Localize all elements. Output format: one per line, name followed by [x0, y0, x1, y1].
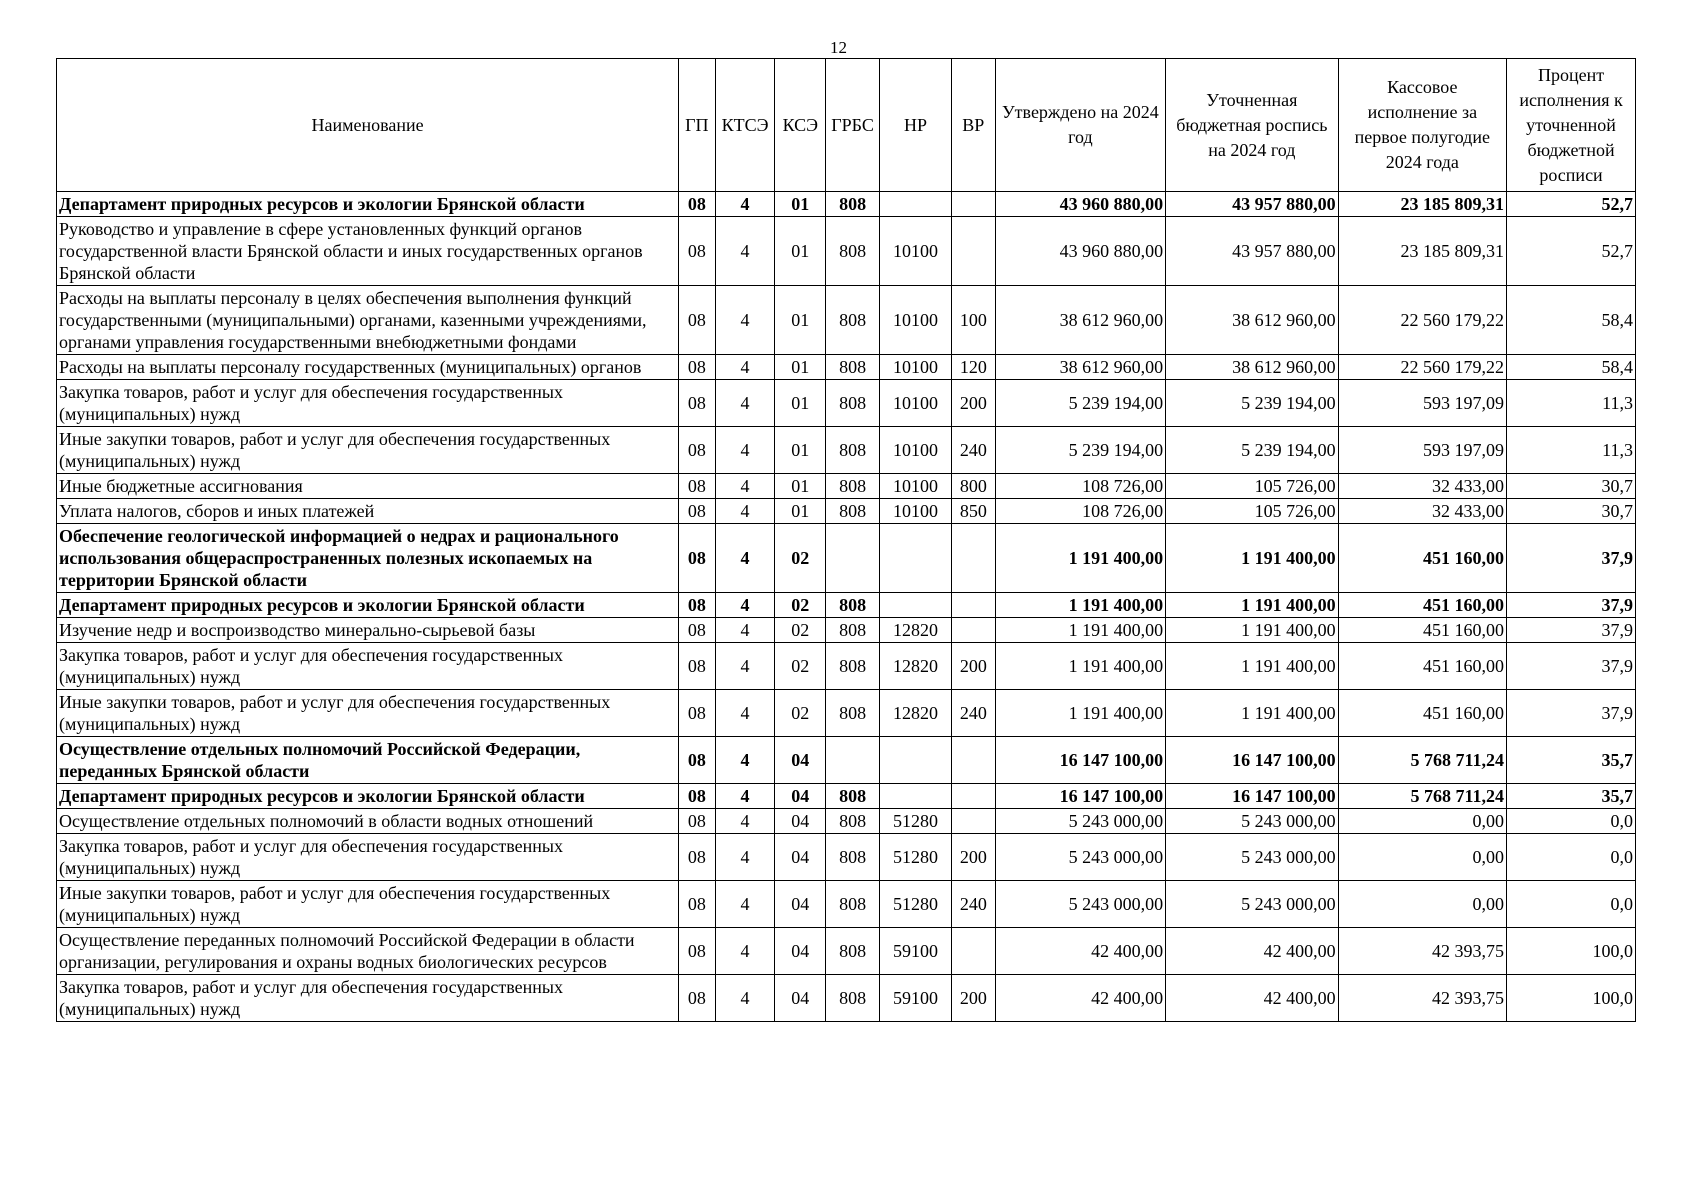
cell-grbs: 808: [826, 217, 880, 286]
cell-percent: 100,0: [1507, 975, 1636, 1022]
cell-vr: 240: [952, 881, 996, 928]
table-row: [57, 690, 1636, 737]
cell-percent: 37,9: [1507, 643, 1636, 690]
cell-vr: [952, 593, 996, 618]
cell-gp: 08: [679, 834, 716, 881]
cell-cash: 451 160,00: [1338, 618, 1506, 643]
cell-name: Закупка товаров, работ и услуг для обеспечения государственных (муниципальных) нужд: [57, 975, 679, 1022]
cell-nr: 10100: [879, 217, 951, 286]
cell-name: Расходы на выплаты персоналу в целях обеспечения выполнения функций государственными (муниципальными) органами, казенными учреждениями, органами управления государственными внебюджетными фондами: [57, 286, 679, 355]
cell-kse: 01: [775, 499, 826, 524]
cell-refined: 1 191 400,00: [1166, 524, 1339, 593]
cell-percent: 37,9: [1507, 690, 1636, 737]
cell-approved: 1 191 400,00: [995, 524, 1165, 593]
cell-approved: 108 726,00: [995, 474, 1165, 499]
cell-vr: 200: [952, 975, 996, 1022]
cell-gp: 08: [679, 524, 716, 593]
cell-ktse: 4: [715, 593, 775, 618]
header-gp: ГП: [679, 59, 716, 192]
header-nr: НР: [879, 59, 951, 192]
cell-refined: 42 400,00: [1166, 928, 1339, 975]
cell-name: Закупка товаров, работ и услуг для обеспечения государственных (муниципальных) нужд: [57, 643, 679, 690]
table-row: [57, 380, 1636, 427]
cell-kse: 02: [775, 690, 826, 737]
cell-refined: 5 239 194,00: [1166, 427, 1339, 474]
cell-percent: 0,0: [1507, 809, 1636, 834]
cell-nr: 10100: [879, 286, 951, 355]
header-grbs: ГРБС: [826, 59, 880, 192]
cell-grbs: 808: [826, 643, 880, 690]
cell-ktse: 4: [715, 499, 775, 524]
cell-nr: 59100: [879, 975, 951, 1022]
table-row: [57, 784, 1636, 809]
cell-kse: 04: [775, 834, 826, 881]
cell-grbs: 808: [826, 427, 880, 474]
table-row: [57, 355, 1636, 380]
cell-refined: 1 191 400,00: [1166, 690, 1339, 737]
budget-table: [56, 58, 1636, 1022]
cell-ktse: 4: [715, 524, 775, 593]
cell-grbs: 808: [826, 593, 880, 618]
cell-nr: 10100: [879, 380, 951, 427]
table-row: [57, 834, 1636, 881]
table-row: [57, 192, 1636, 217]
cell-cash: 0,00: [1338, 834, 1506, 881]
header-name: Наименование: [57, 59, 679, 192]
cell-approved: 5 243 000,00: [995, 834, 1165, 881]
cell-cash: 0,00: [1338, 881, 1506, 928]
cell-cash: 5 768 711,24: [1338, 737, 1506, 784]
cell-kse: 01: [775, 192, 826, 217]
cell-name: Осуществление отдельных полномочий Российской Федерации, переданных Брянской области: [57, 737, 679, 784]
cell-vr: 800: [952, 474, 996, 499]
cell-ktse: 4: [715, 618, 775, 643]
cell-kse: 02: [775, 524, 826, 593]
cell-grbs: 808: [826, 881, 880, 928]
cell-grbs: 808: [826, 355, 880, 380]
cell-nr: [879, 737, 951, 784]
cell-name: Иные бюджетные ассигнования: [57, 474, 679, 499]
table-row: [57, 737, 1636, 784]
cell-grbs: 808: [826, 380, 880, 427]
cell-ktse: 4: [715, 380, 775, 427]
cell-approved: 5 243 000,00: [995, 881, 1165, 928]
table-row: [57, 881, 1636, 928]
cell-percent: 100,0: [1507, 928, 1636, 975]
cell-gp: 08: [679, 975, 716, 1022]
cell-name: Закупка товаров, работ и услуг для обеспечения государственных (муниципальных) нужд: [57, 834, 679, 881]
cell-approved: 16 147 100,00: [995, 737, 1165, 784]
cell-refined: 43 957 880,00: [1166, 217, 1339, 286]
cell-nr: 10100: [879, 499, 951, 524]
cell-approved: 1 191 400,00: [995, 643, 1165, 690]
cell-cash: 23 185 809,31: [1338, 217, 1506, 286]
cell-kse: 04: [775, 737, 826, 784]
cell-nr: [879, 524, 951, 593]
cell-ktse: 4: [715, 834, 775, 881]
header-refined: Уточненная бюджетная роспись на 2024 год: [1166, 59, 1339, 192]
cell-percent: 35,7: [1507, 737, 1636, 784]
cell-kse: 01: [775, 474, 826, 499]
cell-vr: 100: [952, 286, 996, 355]
header-cash: Кассовое исполнение за первое полугодие 2024 года: [1338, 59, 1506, 192]
table-row: [57, 928, 1636, 975]
cell-name: Осуществление переданных полномочий Российской Федерации в области организации, регулирования и охраны водных биологических ресурсов: [57, 928, 679, 975]
cell-refined: 5 243 000,00: [1166, 809, 1339, 834]
table-row: [57, 474, 1636, 499]
cell-percent: 58,4: [1507, 355, 1636, 380]
table-row: [57, 427, 1636, 474]
cell-nr: [879, 784, 951, 809]
cell-percent: 52,7: [1507, 217, 1636, 286]
cell-nr: 10100: [879, 355, 951, 380]
cell-nr: 51280: [879, 834, 951, 881]
cell-nr: 10100: [879, 427, 951, 474]
cell-nr: 12820: [879, 618, 951, 643]
cell-percent: 58,4: [1507, 286, 1636, 355]
cell-kse: 02: [775, 618, 826, 643]
cell-kse: 04: [775, 881, 826, 928]
cell-refined: 5 243 000,00: [1166, 834, 1339, 881]
cell-vr: 200: [952, 834, 996, 881]
cell-ktse: 4: [715, 217, 775, 286]
cell-nr: 51280: [879, 881, 951, 928]
cell-percent: 37,9: [1507, 593, 1636, 618]
cell-gp: 08: [679, 928, 716, 975]
cell-cash: 23 185 809,31: [1338, 192, 1506, 217]
cell-vr: [952, 618, 996, 643]
cell-approved: 5 239 194,00: [995, 427, 1165, 474]
cell-vr: 240: [952, 427, 996, 474]
cell-gp: 08: [679, 618, 716, 643]
cell-cash: 593 197,09: [1338, 380, 1506, 427]
cell-name: Департамент природных ресурсов и экологии Брянской области: [57, 593, 679, 618]
cell-kse: 04: [775, 809, 826, 834]
cell-vr: [952, 524, 996, 593]
cell-ktse: 4: [715, 690, 775, 737]
cell-kse: 01: [775, 217, 826, 286]
cell-cash: 22 560 179,22: [1338, 355, 1506, 380]
cell-vr: [952, 809, 996, 834]
cell-refined: 1 191 400,00: [1166, 618, 1339, 643]
cell-cash: 0,00: [1338, 809, 1506, 834]
cell-cash: 593 197,09: [1338, 427, 1506, 474]
cell-approved: 1 191 400,00: [995, 593, 1165, 618]
cell-approved: 38 612 960,00: [995, 355, 1165, 380]
cell-cash: 32 433,00: [1338, 474, 1506, 499]
cell-grbs: 808: [826, 975, 880, 1022]
cell-gp: 08: [679, 737, 716, 784]
cell-cash: 451 160,00: [1338, 643, 1506, 690]
cell-name: Руководство и управление в сфере установленных функций органов государственной власти Брянской области и иных государственных органов Брянской области: [57, 217, 679, 286]
table-row: [57, 217, 1636, 286]
cell-percent: 37,9: [1507, 618, 1636, 643]
cell-cash: 5 768 711,24: [1338, 784, 1506, 809]
cell-ktse: 4: [715, 643, 775, 690]
cell-percent: 11,3: [1507, 427, 1636, 474]
cell-gp: 08: [679, 380, 716, 427]
cell-vr: 200: [952, 380, 996, 427]
cell-vr: [952, 217, 996, 286]
cell-kse: 04: [775, 975, 826, 1022]
table-row: [57, 524, 1636, 593]
cell-approved: 42 400,00: [995, 928, 1165, 975]
cell-nr: [879, 192, 951, 217]
cell-name: Департамент природных ресурсов и экологии Брянской области: [57, 192, 679, 217]
cell-refined: 5 243 000,00: [1166, 881, 1339, 928]
cell-nr: 10100: [879, 474, 951, 499]
cell-ktse: 4: [715, 784, 775, 809]
cell-refined: 105 726,00: [1166, 499, 1339, 524]
cell-gp: 08: [679, 881, 716, 928]
header-percent: Процент исполнения к уточненной бюджетной росписи: [1507, 59, 1636, 192]
header-kse: КСЭ: [775, 59, 826, 192]
cell-percent: 11,3: [1507, 380, 1636, 427]
header-ktse: КТСЭ: [715, 59, 775, 192]
cell-percent: 0,0: [1507, 881, 1636, 928]
cell-cash: 451 160,00: [1338, 593, 1506, 618]
cell-grbs: 808: [826, 928, 880, 975]
cell-ktse: 4: [715, 192, 775, 217]
cell-name: Департамент природных ресурсов и экологии Брянской области: [57, 784, 679, 809]
header-approved: Утверждено на 2024 год: [995, 59, 1165, 192]
table-row: [57, 643, 1636, 690]
cell-gp: 08: [679, 217, 716, 286]
cell-name: Иные закупки товаров, работ и услуг для обеспечения государственных (муниципальных) нужд: [57, 881, 679, 928]
cell-grbs: 808: [826, 286, 880, 355]
cell-ktse: 4: [715, 809, 775, 834]
cell-approved: 5 239 194,00: [995, 380, 1165, 427]
cell-gp: 08: [679, 474, 716, 499]
cell-gp: 08: [679, 192, 716, 217]
cell-kse: 02: [775, 593, 826, 618]
cell-nr: 12820: [879, 690, 951, 737]
cell-cash: 32 433,00: [1338, 499, 1506, 524]
cell-gp: 08: [679, 286, 716, 355]
cell-approved: 43 960 880,00: [995, 192, 1165, 217]
cell-approved: 43 960 880,00: [995, 217, 1165, 286]
cell-cash: 42 393,75: [1338, 928, 1506, 975]
cell-refined: 42 400,00: [1166, 975, 1339, 1022]
cell-name: Иные закупки товаров, работ и услуг для обеспечения государственных (муниципальных) нужд: [57, 690, 679, 737]
cell-approved: 1 191 400,00: [995, 690, 1165, 737]
cell-nr: [879, 593, 951, 618]
cell-vr: 850: [952, 499, 996, 524]
cell-percent: 35,7: [1507, 784, 1636, 809]
table-row: [57, 809, 1636, 834]
cell-approved: 38 612 960,00: [995, 286, 1165, 355]
cell-approved: 5 243 000,00: [995, 809, 1165, 834]
cell-name: Расходы на выплаты персоналу государственных (муниципальных) органов: [57, 355, 679, 380]
cell-gp: 08: [679, 643, 716, 690]
cell-gp: 08: [679, 784, 716, 809]
cell-refined: 5 239 194,00: [1166, 380, 1339, 427]
cell-grbs: 808: [826, 784, 880, 809]
cell-ktse: 4: [715, 355, 775, 380]
cell-grbs: 808: [826, 690, 880, 737]
cell-grbs: 808: [826, 809, 880, 834]
cell-nr: 51280: [879, 809, 951, 834]
cell-gp: 08: [679, 809, 716, 834]
cell-cash: 22 560 179,22: [1338, 286, 1506, 355]
cell-kse: 01: [775, 286, 826, 355]
cell-gp: 08: [679, 499, 716, 524]
table-row: [57, 286, 1636, 355]
cell-approved: 1 191 400,00: [995, 618, 1165, 643]
cell-grbs: 808: [826, 499, 880, 524]
cell-grbs: 808: [826, 618, 880, 643]
cell-refined: 16 147 100,00: [1166, 784, 1339, 809]
cell-gp: 08: [679, 355, 716, 380]
cell-gp: 08: [679, 593, 716, 618]
cell-vr: [952, 928, 996, 975]
cell-percent: 0,0: [1507, 834, 1636, 881]
cell-kse: 01: [775, 355, 826, 380]
cell-ktse: 4: [715, 881, 775, 928]
cell-ktse: 4: [715, 286, 775, 355]
cell-vr: 120: [952, 355, 996, 380]
cell-cash: 451 160,00: [1338, 524, 1506, 593]
cell-gp: 08: [679, 427, 716, 474]
cell-vr: [952, 784, 996, 809]
cell-refined: 1 191 400,00: [1166, 643, 1339, 690]
table-body: [57, 192, 1636, 1022]
cell-nr: 59100: [879, 928, 951, 975]
cell-percent: 52,7: [1507, 192, 1636, 217]
cell-vr: [952, 737, 996, 784]
cell-refined: 1 191 400,00: [1166, 593, 1339, 618]
cell-kse: 04: [775, 928, 826, 975]
cell-refined: 38 612 960,00: [1166, 286, 1339, 355]
cell-ktse: 4: [715, 427, 775, 474]
table-row: [57, 499, 1636, 524]
cell-kse: 01: [775, 427, 826, 474]
cell-approved: 16 147 100,00: [995, 784, 1165, 809]
cell-approved: 108 726,00: [995, 499, 1165, 524]
cell-grbs: [826, 737, 880, 784]
table-row: [57, 593, 1636, 618]
cell-vr: [952, 192, 996, 217]
page-number: 12: [830, 38, 847, 57]
cell-name: Изучение недр и воспроизводство минерально-сырьевой базы: [57, 618, 679, 643]
cell-ktse: 4: [715, 928, 775, 975]
cell-percent: 30,7: [1507, 499, 1636, 524]
cell-gp: 08: [679, 690, 716, 737]
cell-name: Иные закупки товаров, работ и услуг для обеспечения государственных (муниципальных) нужд: [57, 427, 679, 474]
cell-cash: 42 393,75: [1338, 975, 1506, 1022]
cell-grbs: 808: [826, 192, 880, 217]
cell-ktse: 4: [715, 737, 775, 784]
cell-grbs: 808: [826, 834, 880, 881]
cell-name: Осуществление отдельных полномочий в области водных отношений: [57, 809, 679, 834]
cell-ktse: 4: [715, 975, 775, 1022]
cell-refined: 43 957 880,00: [1166, 192, 1339, 217]
cell-name: Обеспечение геологической информацией о недрах и рационального использования общераспространенных полезных ископаемых на территории Брянской области: [57, 524, 679, 593]
cell-approved: 42 400,00: [995, 975, 1165, 1022]
table-row: [57, 618, 1636, 643]
cell-grbs: [826, 524, 880, 593]
cell-vr: 200: [952, 643, 996, 690]
cell-name: Закупка товаров, работ и услуг для обеспечения государственных (муниципальных) нужд: [57, 380, 679, 427]
cell-refined: 38 612 960,00: [1166, 355, 1339, 380]
header-vr: ВР: [952, 59, 996, 192]
table-row: [57, 975, 1636, 1022]
cell-kse: 02: [775, 643, 826, 690]
cell-name: Уплата налогов, сборов и иных платежей: [57, 499, 679, 524]
cell-grbs: 808: [826, 474, 880, 499]
cell-nr: 12820: [879, 643, 951, 690]
cell-kse: 04: [775, 784, 826, 809]
cell-percent: 37,9: [1507, 524, 1636, 593]
cell-refined: 16 147 100,00: [1166, 737, 1339, 784]
cell-kse: 01: [775, 380, 826, 427]
table-header-row: [57, 59, 1636, 192]
cell-cash: 451 160,00: [1338, 690, 1506, 737]
cell-percent: 30,7: [1507, 474, 1636, 499]
cell-ktse: 4: [715, 474, 775, 499]
cell-refined: 105 726,00: [1166, 474, 1339, 499]
cell-vr: 240: [952, 690, 996, 737]
